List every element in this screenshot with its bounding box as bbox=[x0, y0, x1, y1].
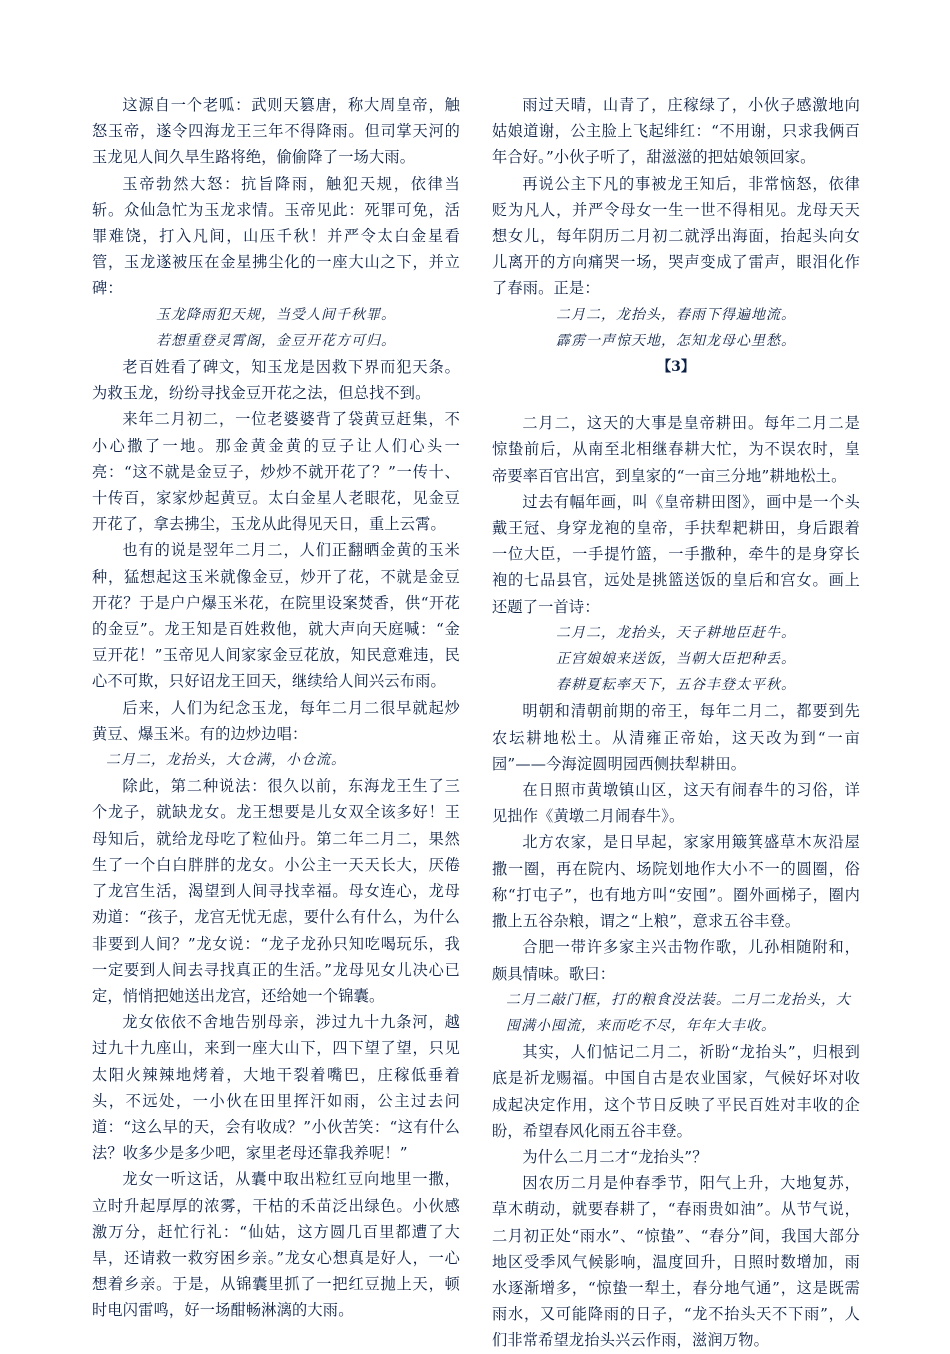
section-spacer bbox=[492, 380, 860, 410]
poem-line: 霹雳一声惊天地，怎知龙母心里愁。 bbox=[556, 332, 796, 349]
paragraph: 为什么二月二才“龙抬头”？ bbox=[522, 1147, 708, 1166]
paragraph: 合肥一带许多家主兴击物作歌，儿孙相随附和，颇具情味。歌曰： bbox=[492, 938, 860, 983]
paragraph: 明朝和清朝前期的帝王，每年二月二，都要到先农坛耕地松土。从清雍正帝始，这天改为到“一亩园”——今海淀圆明园西侧扶犁耕田。 bbox=[492, 702, 860, 773]
poem-line: 春耕夏耘率天下，五谷丰登太平秋。 bbox=[556, 677, 796, 694]
poem-line: 二月二，龙抬头，春雨下得遍地流。 bbox=[556, 306, 796, 323]
paragraph: 这源自一个老呱：武则天篡唐，称大周皇帝，触怒玉帝，遂令四海龙王三年不得降雨。但司掌天河的玉龙见人间久旱生路将绝，偷偷降了一场大雨。 bbox=[92, 96, 460, 167]
paragraph: 老百姓看了碑文，知玉龙是因救下界而犯天条。为救玉龙，纷纷寻找金豆开花之法，但总找不到。 bbox=[92, 358, 460, 403]
folk-song: 二月二敲门框，打的粮食没法装。二月二龙抬头，大囤满小囤流，来而吃不尽，年年大丰收。 bbox=[506, 991, 851, 1034]
poem-line: 玉龙降雨犯天规，当受人间千秋罪。 bbox=[156, 306, 396, 323]
paragraph: 龙女依依不舍地告别母亲，涉过九十九条河，越过九十九座山，来到一座大山下，四下望了望，只见太阳火辣辣地烤着，大地干裂着嘴巴，庄稼低垂着头，不远处，一小伙在田里挥汗如雨，公主过去问道：“这么早的天，会有收成？”小伙苦笑：“这有什么法？收多少是多少吧，家里老母还靠我养呢！” bbox=[92, 1013, 460, 1163]
poem-line: 正宫娘娘来送饭，当朝大臣把种丢。 bbox=[556, 651, 796, 668]
paragraph: 再说公主下凡的事被龙王知后，非常恼怒，依律贬为凡人，并严令母女一生一世不得相见。龙母天天想女儿，每年阴历二月初二就浮出海面，抬起头向女儿离开的方向痛哭一场，哭声变成了雷声，眼泪化作了春雨。正是： bbox=[492, 174, 860, 298]
paragraph: 玉帝勃然大怒：抗旨降雨，触犯天规，依律当斩。众仙急忙为玉龙求情。玉帝见此：死罪可免，活罪难饶，打入凡间，山压千秋！并严令太白金星看管，玉龙遂被压在金星拂尘化的一座大山之下，并立碑： bbox=[92, 174, 460, 298]
paragraph: 龙女一听这话，从囊中取出粒红豆向地里一撒，立时升起厚厚的浓雾，干枯的禾苗泛出绿色。小伙感激万分，赶忙行礼：“仙姑，这方圆几百里都遭了大旱，还请救一救穷困乡亲。”龙女心想真是好人，一心想着乡亲。于是，从锦囊里抓了一把红豆抛上天，顿时电闪雷鸣，好一场酣畅淋漓的大雨。 bbox=[92, 1170, 460, 1320]
paragraph: 在日照市黄墩镇山区，这天有闹春牛的习俗，详见拙作《黄墩二月闹春牛》。 bbox=[492, 781, 860, 826]
paragraph: 北方农家，是日早起，家家用簸箕盛草木灰沿屋撒一圈，再在院内、场院划地作大小不一的圆圈，俗称“打屯子”，也有地方叫“安囤”。圈外画梯子，圈内撒上五谷杂粮，谓之“上粮”，意求五谷丰登。 bbox=[492, 833, 860, 931]
poem-line: 二月二，龙抬头，天子耕地臣赶牛。 bbox=[556, 624, 796, 641]
section-heading: 【3】 bbox=[657, 359, 695, 376]
poem-line: 若想重登灵霄阁，金豆开花方可归。 bbox=[156, 332, 396, 349]
paragraph: 雨过天晴，山青了，庄稼绿了，小伙子感激地向姑娘道谢，公主脸上飞起绯红：“不用谢，只求我俩百年合好。”小伙子听了，甜滋滋的把姑娘领回家。 bbox=[492, 96, 860, 167]
folk-song-line: 二月二，龙抬头，大仓满，小仓流。 bbox=[106, 752, 346, 769]
paragraph: 后来，人们为纪念玉龙，每年二月二很早就起炒黄豆、爆玉米。有的边炒边唱： bbox=[92, 698, 460, 743]
paragraph: 其实，人们惦记二月二，祈盼“龙抬头”，归根到底是祈龙赐福。中国自古是农业国家，气候好坏对收成起决定作用，这个节日反映了平民百姓对丰收的企盼，希望春风化雨五谷丰登。 bbox=[492, 1043, 860, 1140]
paragraph: 除此，第二种说法：很久以前，东海龙王生了三个龙子，就缺龙女。龙王想要是儿女双全该多好！王母知后，就给龙母吃了粒仙丹。第二年二月二，果然生了一个白白胖胖的龙女。小公主一天天长大，厌倦了龙宫生活，渴望到人间寻找幸福。母女连心，龙母劝道：“孩子，龙宫无忧无虑，要什么有什么，为什么非要到人间？”龙女说：“龙子龙孙只知吃喝玩乐，我一定要到人间去寻找真正的生活。”龙母见女儿决心已定，悄悄把她送出龙宫，还给她一个锦囊。 bbox=[92, 777, 460, 1005]
left-column bbox=[92, 92, 460, 1324]
paragraph: 也有的说是翌年二月二，人们正翻晒金黄的玉米种，猛想起这玉米就像金豆，炒开了花，不就是金豆开花？于是户户爆玉米花，在院里设案焚香，供“开花的金豆”。龙王知是百姓救他，就大声向天庭喊：“金豆开花！”玉帝见人间家家金豆花放，知民意难违，民心不可欺，只好诏龙王回天，继续给人间兴云布雨。 bbox=[92, 541, 460, 691]
right-column bbox=[492, 92, 860, 1354]
paragraph: 因农历二月是仲春季节，阳气上升，大地复苏，草木萌动，就要春耕了，“春雨贵如油”。从节气说，二月初正处“雨水”、“惊蛰”、“春分”间，我国大部分地区受季风气候影响，温度回升，日照时数增加，雨水逐渐增多，“惊蛰一犁土，春分地气通”，这是既需雨水，又可能降雨的日子，“龙不抬头天不下雨”，人们非常希望龙抬头兴云作雨，滋润万物。 bbox=[492, 1174, 860, 1350]
paragraph: 来年二月初二，一位老婆婆背了袋黄豆赶集，不小心撒了一地。那金黄金黄的豆子让人们心头一亮：“这不就是金豆子，炒炒不就开花了？”一传十、十传百，家家炒起黄豆。太白金星人老眼花，见金豆开花了，拿去拂尘，玉龙从此得见天日，重上云霄。 bbox=[92, 410, 460, 534]
paragraph: 过去有幅年画，叫《皇帝耕田图》，画中是一个头戴王冠、身穿龙袍的皇帝，手扶犁耙耕田，身后跟着一位大臣，一手提竹篮，一手撒种，牵牛的是身穿长袍的七品县官，远处是挑篮送饭的皇后和宫女。画上还题了一首诗： bbox=[492, 492, 860, 616]
paragraph: 二月二，这天的大事是皇帝耕田。每年二月二是惊蛰前后，从南至北相继春耕大忙，为不误农时，皇帝要率百官出宫，到皇家的“一亩三分地”耕地松土。 bbox=[492, 414, 860, 485]
